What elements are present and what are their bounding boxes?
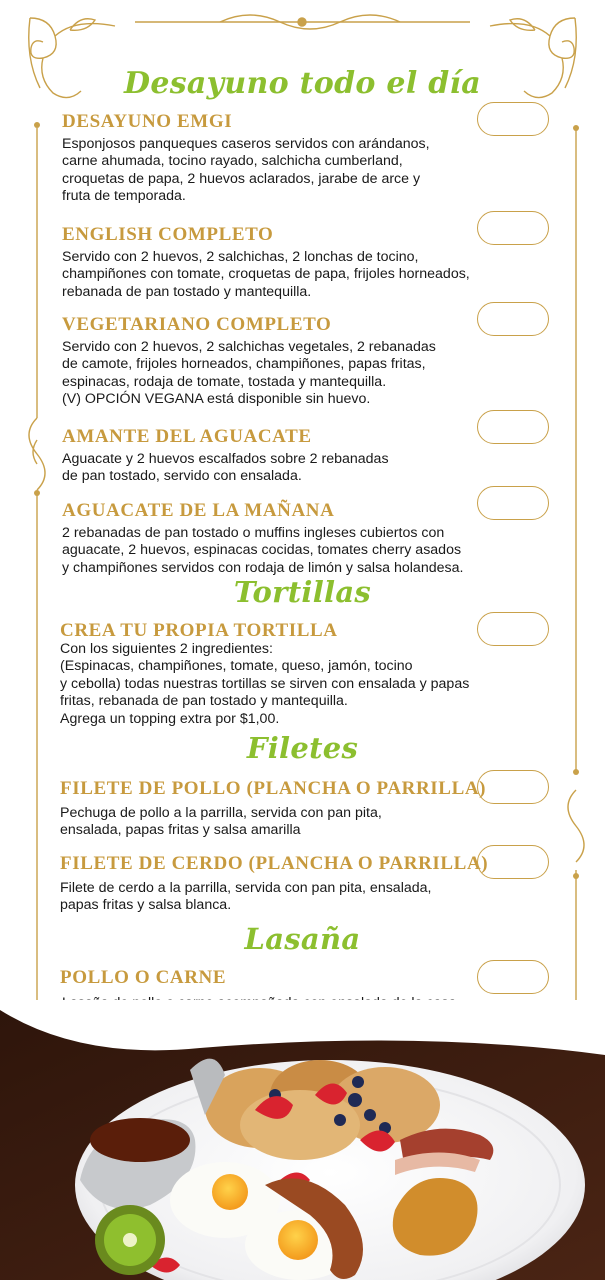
item-title-aguacate-manana: AGUACATE DE LA MAÑANA [62, 500, 335, 521]
item-title-crea-tortilla: CREA TU PROPIA TORTILLA [60, 620, 338, 641]
price-badge [477, 486, 549, 520]
price-badge [477, 211, 549, 245]
section-title-lasana: Lasaña [244, 922, 361, 956]
item-title-filete-pollo: FILETE DE POLLO (PLANCHA O PARRILLA) [60, 778, 487, 799]
price-badge [477, 960, 549, 994]
item-title-vegetariano-completo: VEGETARIANO COMPLETO [62, 314, 332, 335]
item-title-filete-cerdo: FILETE DE CERDO (PLANCHA O PARRILLA) [60, 853, 489, 874]
price-badge [477, 102, 549, 136]
item-title-amante-aguacate: AMANTE DEL AGUACATE [62, 426, 312, 447]
price-badge [477, 302, 549, 336]
item-desc-vegetariano-completo: Servido con 2 huevos, 2 salchichas vegetales, 2 rebanadas de camote, frijoles horneados, champiñones, papas fritas, espinacas, rodaja de tomate, tostada y mantequilla. (V) OPCIÓN VEGANA está disponible sin huevo. [62, 339, 436, 408]
price-badge [477, 612, 549, 646]
price-badge [477, 845, 549, 879]
item-desc-desayuno-emgi: Esponjosos panqueques caseros servidos con arándanos, carne ahumada, tocino rayado, salchicha cumberland, croquetas de papa, 2 huevos aclarados, jarabe de arce y fruta de temporada. [62, 136, 430, 205]
item-desc-filete-pollo: Pechuga de pollo a la parrilla, servida con pan pita, ensalada, papas fritas y salsa amarilla [60, 805, 382, 839]
section-title-desayuno: Desayuno todo el día [124, 66, 481, 101]
item-title-english-completo: ENGLISH COMPLETO [62, 224, 274, 245]
item-desc-filete-cerdo: Filete de cerdo a la parrilla, servida con pan pita, ensalada, papas fritas y salsa blanca. [60, 880, 432, 914]
price-badge [477, 770, 549, 804]
item-desc-aguacate-manana: 2 rebanadas de pan tostado o muffins ingleses cubiertos con aguacate, 2 huevos, espinacas cocidas, tomates cherry asados y champiñones servidos con rodaja de limón y salsa holandesa. [62, 525, 464, 576]
item-desc-crea-tortilla: Con los siguientes 2 ingredientes: (Espinacas, champiñones, tomate, queso, jamón, tocino y cebolla) todas nuestras tortillas se sirven con ensalada y papas fritas, rebanada de pan tostado y mantequilla. Agrega un topping extra por $1,00. [60, 641, 470, 727]
item-title-pollo-carne: POLLO O CARNE [60, 967, 227, 988]
section-title-tortillas: Tortillas [233, 575, 372, 609]
section-title-filetes: Filetes [246, 731, 359, 765]
breakfast-plate-image [0, 1000, 605, 1280]
item-title-desayuno-emgi: DESAYUNO EMGI [62, 111, 233, 132]
item-desc-english-completo: Servido con 2 huevos, 2 salchichas, 2 lonchas de tocino, champiñones con tomate, croquetas de papa, frijoles horneados, rebanada de pan tostado y mantequilla. [62, 249, 470, 300]
price-badge [477, 410, 549, 444]
item-desc-amante-aguacate: Aguacate y 2 huevos escalfados sobre 2 rebanadas de pan tostado, servido con ensalada. [62, 451, 389, 485]
